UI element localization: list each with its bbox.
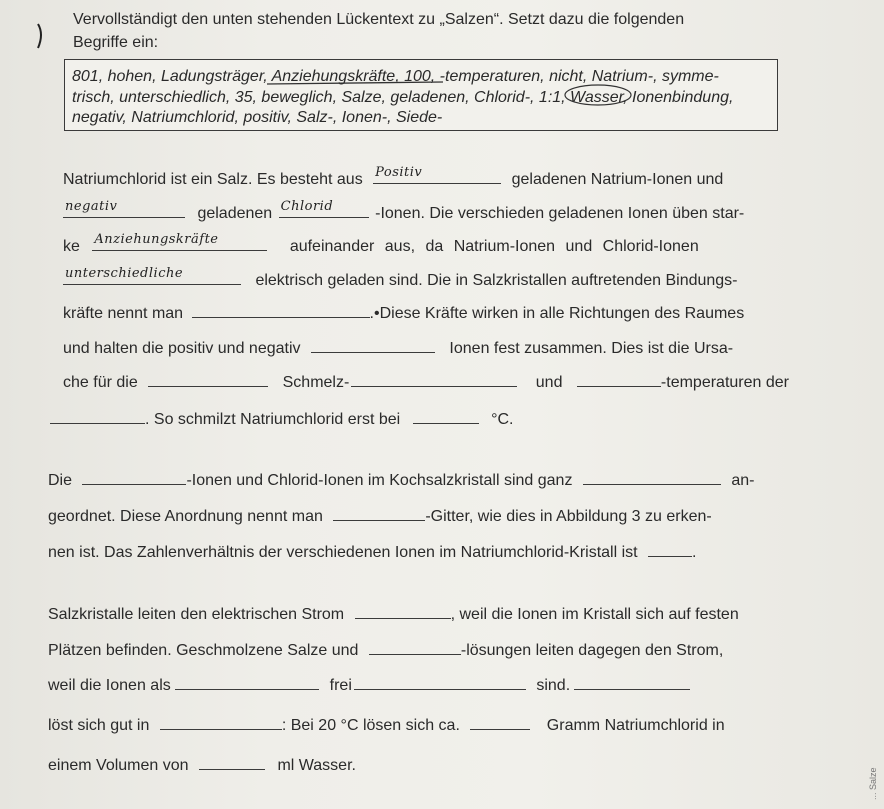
handwritten-answer: Chlorid — [280, 199, 334, 214]
word-bank-line-3: negativ, Natriumchlorid, positiv, Salz-, Ionen-, Siede- — [72, 109, 443, 126]
text-segment: einem Volumen von — [48, 757, 189, 774]
text-segment: .•Diese Kräfte wirken in alle Richtungen des Raumes — [369, 305, 745, 322]
handwritten-answer: Positiv — [375, 165, 423, 180]
blank-field[interactable] — [577, 371, 661, 387]
text-segment: Natriumchlorid ist ein Salz. Es besteht aus — [63, 171, 363, 188]
p1-line-3 — [63, 232, 699, 257]
text-segment: geordnet. Diese Anordnung nennt man — [48, 508, 323, 525]
text-segment: -Ionen. Die verschieden geladenen Ionen üben star- — [375, 205, 745, 222]
handwritten-answer: negativ — [65, 199, 118, 214]
blank-field[interactable] — [413, 408, 479, 424]
p3-line-2 — [48, 639, 723, 661]
page-edge-mark — [36, 22, 46, 52]
text-segment: Ionen fest zusammen. Dies ist die Ursa- — [449, 340, 734, 357]
p3-line-1 — [48, 603, 739, 625]
word-bank-line-2: trisch, unterschiedlich, 35, beweglich, Salze, geladenen, Chlorid-, 1:1, Wasser, Ionenbindung, — [72, 89, 734, 106]
text-segment: nen ist. Das Zahlenverhältnis der verschiedenen Ionen im Natriumchlorid-Kristall ist — [48, 544, 638, 561]
text-segment: aufeinander aus, da Natrium-Ionen und Chlorid-Ionen — [289, 238, 699, 255]
text-segment: Plätzen befinden. Geschmolzene Salze und — [48, 642, 359, 659]
p1-line-5 — [63, 302, 744, 324]
blank-field[interactable] — [311, 337, 435, 353]
blank-field[interactable] — [279, 199, 369, 218]
p1-line-4 — [63, 266, 738, 291]
blank-field[interactable] — [175, 674, 319, 690]
text-segment: und halten die positiv und negativ — [63, 340, 301, 357]
blank-field[interactable] — [63, 199, 185, 218]
text-segment: . — [692, 544, 697, 561]
text-segment: an- — [731, 472, 755, 489]
text-segment: : Bei 20 °C lösen sich ca. — [281, 717, 460, 734]
margin-note: ... Salze — [868, 767, 878, 800]
text-segment: Schmelz- — [282, 374, 350, 391]
text-segment: -Ionen und Chlorid-Ionen im Kochsalzkristall sind ganz — [186, 472, 573, 489]
blank-field[interactable] — [148, 371, 268, 387]
blank-field[interactable] — [583, 469, 721, 485]
text-segment: -lösungen leiten dagegen den Strom, — [460, 642, 724, 659]
text-segment: . So schmilzt Natriumchlorid erst bei — [145, 411, 401, 428]
word-bank-line-1: 801, hohen, Ladungsträger, Anziehungskräfte, 100, -temperaturen, nicht, Natrium-, symme- — [72, 68, 719, 85]
p2-line-1 — [48, 469, 754, 491]
circle-marking — [563, 83, 633, 107]
blank-field[interactable] — [333, 505, 425, 521]
blank-field[interactable] — [160, 714, 282, 730]
blank-field[interactable] — [373, 165, 501, 184]
text-segment: , weil die Ionen im Kristall sich auf festen — [450, 606, 739, 623]
text-segment: -temperaturen der — [660, 374, 789, 391]
handwritten-answer: unterschiedliche — [65, 266, 184, 281]
text-segment: und — [535, 374, 563, 391]
blank-field[interactable] — [369, 639, 461, 655]
p1-line-2 — [63, 199, 745, 224]
blank-field[interactable] — [82, 469, 186, 485]
p1-line-6 — [63, 337, 733, 359]
instructions-line-2: Begriffe ein: — [73, 34, 159, 51]
p3-line-4 — [48, 714, 725, 736]
blank-field[interactable] — [470, 714, 530, 730]
text-segment: elektrisch geladen sind. Die in Salzkristallen auftretenden Bindungs- — [255, 272, 738, 289]
instructions-line-1: Vervollständigt den unten stehenden Lückentext zu „Salzen“. Setzt dazu die folgenden — [73, 11, 685, 28]
blank-field[interactable] — [192, 302, 370, 318]
p2-line-3 — [48, 541, 697, 563]
text-segment: -Gitter, wie dies in Abbildung 3 zu erken- — [425, 508, 712, 525]
blank-field[interactable] — [50, 408, 145, 424]
p1-line-1 — [63, 165, 724, 190]
text-segment: geladenen Natrium-Ionen und — [511, 171, 724, 188]
text-segment: Salzkristalle leiten den elektrischen Strom — [48, 606, 345, 623]
p3-line-5 — [48, 754, 356, 776]
blank-field[interactable] — [63, 266, 241, 285]
text-segment: ml Wasser. — [277, 757, 356, 774]
text-segment: geladenen — [197, 205, 273, 222]
text-segment: löst sich gut in — [48, 717, 150, 734]
word-bank-box — [64, 59, 778, 131]
text-segment: weil die Ionen als — [48, 677, 171, 694]
text-segment: Die — [48, 472, 73, 489]
text-segment: frei — [329, 677, 352, 694]
text-segment: °C. — [491, 411, 514, 428]
blank-field[interactable] — [199, 754, 265, 770]
text-segment: sind. — [536, 677, 571, 694]
blank-field[interactable] — [574, 674, 690, 690]
blank-field[interactable] — [648, 541, 692, 557]
blank-field[interactable] — [92, 232, 267, 251]
underline-marking — [265, 65, 445, 87]
p1-line-7 — [63, 371, 789, 393]
blank-field[interactable] — [355, 603, 451, 619]
text-segment: che für die — [63, 374, 138, 391]
text-segment: kräfte nennt man — [63, 305, 184, 322]
blank-field[interactable] — [351, 371, 517, 387]
p3-line-3 — [48, 674, 690, 696]
text-segment: Gramm Natriumchlorid in — [546, 717, 725, 734]
handwritten-answer: Anziehungskräfte — [94, 232, 219, 247]
p2-line-2 — [48, 505, 712, 527]
text-segment: ke — [63, 238, 80, 255]
p1-line-8 — [50, 408, 514, 430]
blank-field[interactable] — [354, 674, 526, 690]
